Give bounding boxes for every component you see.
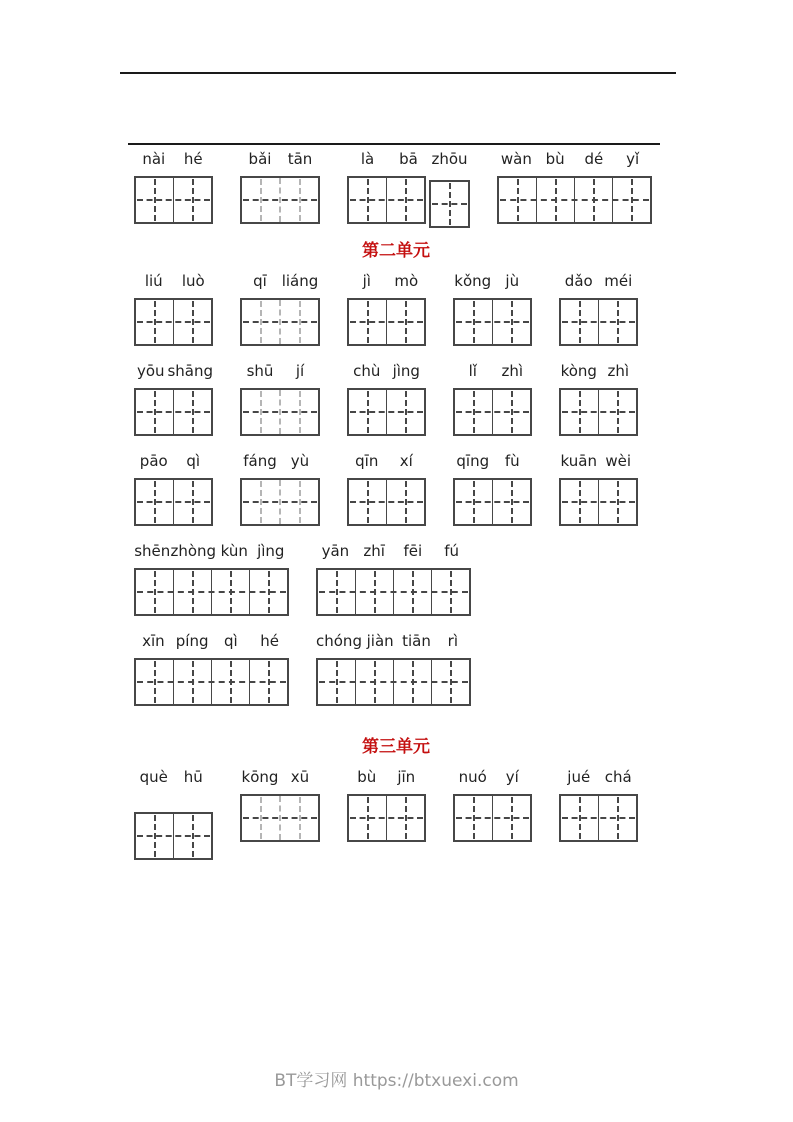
word-group <box>240 272 320 346</box>
grid-cell <box>136 390 173 434</box>
pinyin-syllable: lǐ <box>468 362 477 380</box>
grid-cell <box>279 480 318 524</box>
writing-grid <box>429 180 470 228</box>
grid-boxes <box>240 176 320 224</box>
pinyin-syllable: wèi <box>605 452 632 470</box>
pinyin-syllable: yí <box>505 768 519 786</box>
grid-cell <box>386 300 424 344</box>
grid-cell <box>386 796 424 840</box>
pinyin-syllable: fēi <box>403 542 423 560</box>
pinyin-label <box>347 452 426 472</box>
writing-grid <box>347 298 426 346</box>
grid-cell <box>349 480 386 524</box>
grid-cell <box>536 178 574 222</box>
grid-cell <box>431 660 469 704</box>
grid-cell <box>136 300 173 344</box>
pinyin-label <box>347 150 470 170</box>
grid-cell <box>561 796 598 840</box>
word-group <box>316 542 471 616</box>
grid-cell <box>393 570 431 614</box>
writing-grid <box>453 794 532 842</box>
grid-cell <box>455 390 492 434</box>
word-group <box>559 452 638 526</box>
pinyin-label <box>240 362 320 382</box>
grid-cell <box>136 660 173 704</box>
word-group <box>559 272 638 346</box>
grid-cell <box>455 300 492 344</box>
pinyin-syllable: chóng <box>316 632 362 650</box>
grid-cell <box>279 178 318 222</box>
grid-cell <box>242 796 279 840</box>
word-group <box>453 452 532 526</box>
pinyin-syllable: bù <box>545 150 565 168</box>
writing-grid <box>559 478 638 526</box>
writing-grid <box>134 568 289 616</box>
pinyin-syllable: jìng <box>257 542 285 560</box>
grid-cell <box>173 178 211 222</box>
writing-grid <box>240 298 320 346</box>
word-group <box>559 768 638 842</box>
pinyin-syllable: píng <box>175 632 209 650</box>
writing-grid <box>240 478 320 526</box>
grid-cell <box>431 570 469 614</box>
grid-boxes <box>559 388 638 436</box>
grid-cell <box>173 570 211 614</box>
word-group <box>240 768 320 842</box>
writing-grid <box>316 658 471 706</box>
word-row <box>134 150 658 224</box>
grid-boxes <box>347 794 426 842</box>
pinyin-syllable: tiān <box>402 632 431 650</box>
grid-boxes <box>347 388 426 436</box>
pinyin-syllable: kuān <box>560 452 597 470</box>
grid-boxes <box>453 388 532 436</box>
pinyin-syllable: nuó <box>458 768 487 786</box>
grid-cell <box>136 178 173 222</box>
grid-cell <box>455 480 492 524</box>
word-group <box>134 362 213 436</box>
worksheet-content <box>134 150 658 858</box>
word-group <box>559 362 638 436</box>
grid-cell <box>598 300 636 344</box>
grid-cell <box>355 660 393 704</box>
word-group <box>240 452 320 526</box>
grid-boxes <box>134 658 289 706</box>
writing-grid <box>316 568 471 616</box>
pinyin-syllable: zhī <box>363 542 385 560</box>
writing-grid <box>240 176 320 224</box>
top-divider-line <box>120 72 676 74</box>
pinyin-syllable: zhì <box>501 362 524 380</box>
word-row <box>134 362 658 436</box>
worksheet-section <box>134 150 658 224</box>
pinyin-syllable: jìng <box>392 362 420 380</box>
grid-boxes <box>453 794 532 842</box>
writing-grid <box>134 176 213 224</box>
word-group <box>453 272 532 346</box>
grid-cell <box>318 660 355 704</box>
pinyin-label <box>453 362 532 382</box>
grid-boxes <box>240 298 320 346</box>
pinyin-syllable: xū <box>290 768 310 786</box>
writing-grid <box>240 794 320 842</box>
grid-cell <box>386 480 424 524</box>
grid-cell <box>612 178 650 222</box>
grid-boxes <box>134 298 213 346</box>
pinyin-syllable: hū <box>183 768 203 786</box>
footer <box>0 1066 793 1091</box>
pinyin-syllable: fáng <box>243 452 277 470</box>
pinyin-syllable: jīn <box>397 768 416 786</box>
writing-grid <box>559 794 638 842</box>
word-group <box>316 632 471 706</box>
grid-cell <box>349 796 386 840</box>
pinyin-syllable: yōu <box>136 362 165 380</box>
pinyin-syllable: qī <box>253 272 267 290</box>
word-row <box>134 632 658 706</box>
pinyin-syllable: fú <box>444 542 460 560</box>
pinyin-syllable: shēn <box>134 542 171 560</box>
pinyin-label <box>453 452 532 472</box>
pinyin-syllable: rì <box>447 632 458 650</box>
grid-boxes <box>134 568 289 616</box>
writing-grid <box>497 176 652 224</box>
grid-cell <box>598 796 636 840</box>
pinyin-label <box>497 150 652 170</box>
grid-boxes <box>453 298 532 346</box>
pinyin-syllable: zhòng <box>170 542 217 560</box>
grid-boxes <box>134 176 213 224</box>
pinyin-syllable: kùn <box>220 542 248 560</box>
grid-cell <box>492 300 530 344</box>
pinyin-label <box>240 150 320 170</box>
word-group <box>347 150 470 224</box>
writing-grid <box>453 478 532 526</box>
grid-cell <box>574 178 612 222</box>
grid-boxes <box>240 388 320 436</box>
grid-cell <box>455 796 492 840</box>
worksheet-section <box>134 240 658 706</box>
pinyin-syllable: kòng <box>560 362 597 380</box>
grid-boxes <box>559 794 638 842</box>
grid-boxes <box>316 568 471 616</box>
pinyin-syllable: dé <box>584 150 604 168</box>
pinyin-label <box>347 768 426 788</box>
grid-boxes <box>497 176 652 224</box>
worksheet-section <box>134 736 658 842</box>
pinyin-syllable: jué <box>567 768 591 786</box>
word-group <box>347 272 426 346</box>
grid-cell <box>249 660 287 704</box>
writing-grid <box>134 658 289 706</box>
pinyin-syllable: qì <box>186 452 201 470</box>
grid-cell <box>386 178 424 222</box>
pinyin-syllable: qīn <box>355 452 379 470</box>
pinyin-syllable: jiàn <box>366 632 394 650</box>
grid-boxes <box>347 298 426 346</box>
grid-boxes <box>559 298 638 346</box>
word-group <box>347 362 426 436</box>
grid-cell <box>279 390 318 434</box>
word-group <box>134 768 213 842</box>
grid-boxes <box>453 478 532 526</box>
pinyin-syllable: shū <box>246 362 274 380</box>
pinyin-label <box>559 272 638 292</box>
pinyin-syllable: kōng <box>241 768 279 786</box>
word-group <box>134 452 213 526</box>
grid-cell <box>499 178 536 222</box>
pinyin-syllable: zhì <box>607 362 630 380</box>
pinyin-syllable: hé <box>183 150 203 168</box>
pinyin-label <box>134 452 213 472</box>
pinyin-label <box>134 150 213 170</box>
grid-cell <box>136 480 173 524</box>
pinyin-label <box>559 768 638 788</box>
pinyin-label <box>347 272 426 292</box>
pinyin-syllable: wàn <box>500 150 532 168</box>
grid-cell <box>349 390 386 434</box>
pinyin-label <box>347 362 426 382</box>
word-group <box>453 362 532 436</box>
grid-cell <box>561 390 598 434</box>
pinyin-syllable: jì <box>362 272 371 290</box>
grid-cell <box>279 796 318 840</box>
pinyin-syllable: qì <box>224 632 238 650</box>
pinyin-syllable: chá <box>604 768 632 786</box>
pinyin-syllable: zhōu <box>431 150 468 168</box>
writing-grid <box>134 388 213 436</box>
second-divider-line <box>128 143 660 145</box>
writing-grid <box>347 176 426 224</box>
footer-site-text: BT学习网 https://btxuexi.com <box>274 1071 519 1091</box>
grid-boxes <box>347 176 470 224</box>
pinyin-label <box>134 542 289 562</box>
pinyin-syllable: méi <box>604 272 633 290</box>
pinyin-syllable: qīng <box>456 452 490 470</box>
pinyin-syllable: nài <box>142 150 166 168</box>
unit-heading: 第二单元 <box>362 241 430 261</box>
grid-cell <box>598 390 636 434</box>
pinyin-label <box>240 768 320 788</box>
writing-grid <box>134 298 213 346</box>
grid-cell <box>242 480 279 524</box>
pinyin-syllable: là <box>360 150 375 168</box>
pinyin-syllable: kǒng <box>454 272 492 290</box>
grid-cell <box>242 300 279 344</box>
pinyin-syllable: què <box>139 768 168 786</box>
word-group <box>453 768 532 842</box>
grid-cell <box>211 570 249 614</box>
pinyin-syllable: chù <box>353 362 381 380</box>
pinyin-label <box>134 272 213 292</box>
grid-boxes <box>347 478 426 526</box>
word-group <box>134 272 213 346</box>
unit-heading: 第三单元 <box>362 737 430 757</box>
grid-cell <box>249 570 287 614</box>
grid-boxes <box>559 478 638 526</box>
writing-grid <box>347 478 426 526</box>
word-row <box>134 768 658 842</box>
grid-boxes <box>240 794 320 842</box>
pinyin-syllable: liáng <box>281 272 319 290</box>
writing-grid <box>453 298 532 346</box>
pinyin-label <box>134 768 213 788</box>
grid-cell <box>355 570 393 614</box>
pinyin-label <box>134 362 213 382</box>
grid-cell <box>242 390 279 434</box>
grid-cell <box>492 796 530 840</box>
grid-cell <box>492 390 530 434</box>
grid-cell <box>211 660 249 704</box>
grid-cell <box>279 300 318 344</box>
writing-grid <box>240 388 320 436</box>
word-row <box>134 272 658 346</box>
pinyin-syllable: bù <box>357 768 377 786</box>
grid-cell <box>173 300 211 344</box>
writing-grid <box>453 388 532 436</box>
grid-boxes <box>316 658 471 706</box>
pinyin-label <box>316 542 471 562</box>
word-group <box>497 150 652 224</box>
pinyin-label <box>240 452 320 472</box>
writing-grid <box>134 812 213 860</box>
grid-cell <box>492 480 530 524</box>
grid-cell <box>393 660 431 704</box>
grid-cell <box>173 390 211 434</box>
grid-cell <box>598 480 636 524</box>
grid-boxes <box>134 478 213 526</box>
word-group <box>240 150 320 224</box>
grid-cell <box>173 480 211 524</box>
grid-cell <box>561 480 598 524</box>
pinyin-label <box>453 272 532 292</box>
grid-boxes <box>134 812 213 860</box>
word-group <box>240 362 320 436</box>
pinyin-syllable: dǎo <box>564 272 593 290</box>
word-row <box>134 542 658 616</box>
writing-grid <box>134 478 213 526</box>
pinyin-syllable: yǐ <box>626 150 640 168</box>
grid-cell <box>173 660 211 704</box>
pinyin-syllable: fù <box>504 452 520 470</box>
grid-cell <box>242 178 279 222</box>
pinyin-label <box>559 452 638 472</box>
pinyin-syllable: bā <box>399 150 418 168</box>
pinyin-syllable: tān <box>287 150 313 168</box>
grid-cell <box>136 570 173 614</box>
pinyin-syllable: jù <box>505 272 520 290</box>
grid-boxes <box>240 478 320 526</box>
word-group <box>347 452 426 526</box>
pinyin-syllable: liú <box>144 272 163 290</box>
pinyin-syllable: xí <box>399 452 413 470</box>
grid-cell <box>386 390 424 434</box>
word-row <box>134 452 658 526</box>
word-group <box>134 542 289 616</box>
pinyin-syllable: shāng <box>167 362 213 380</box>
word-group <box>134 150 213 224</box>
pinyin-syllable: xīn <box>142 632 165 650</box>
pinyin-label <box>134 632 289 652</box>
grid-cell <box>349 300 386 344</box>
pinyin-syllable: jí <box>295 362 305 380</box>
grid-cell <box>431 182 468 226</box>
pinyin-label <box>240 272 320 292</box>
grid-cell <box>173 814 211 858</box>
writing-grid <box>559 388 638 436</box>
pinyin-syllable: yān <box>321 542 350 560</box>
pinyin-syllable: luò <box>181 272 205 290</box>
word-group <box>134 632 289 706</box>
pinyin-label <box>316 632 471 652</box>
pinyin-syllable: pāo <box>139 452 168 470</box>
writing-grid <box>559 298 638 346</box>
writing-grid <box>347 794 426 842</box>
grid-cell <box>349 178 386 222</box>
pinyin-syllable: mò <box>394 272 419 290</box>
pinyin-syllable: hé <box>260 632 279 650</box>
pinyin-label <box>453 768 532 788</box>
grid-boxes <box>134 388 213 436</box>
pinyin-label <box>559 362 638 382</box>
pinyin-syllable: bǎi <box>248 150 272 168</box>
writing-grid <box>347 388 426 436</box>
grid-cell <box>561 300 598 344</box>
grid-cell <box>136 814 173 858</box>
pinyin-syllable: yù <box>290 452 310 470</box>
grid-cell <box>318 570 355 614</box>
word-group <box>347 768 426 842</box>
